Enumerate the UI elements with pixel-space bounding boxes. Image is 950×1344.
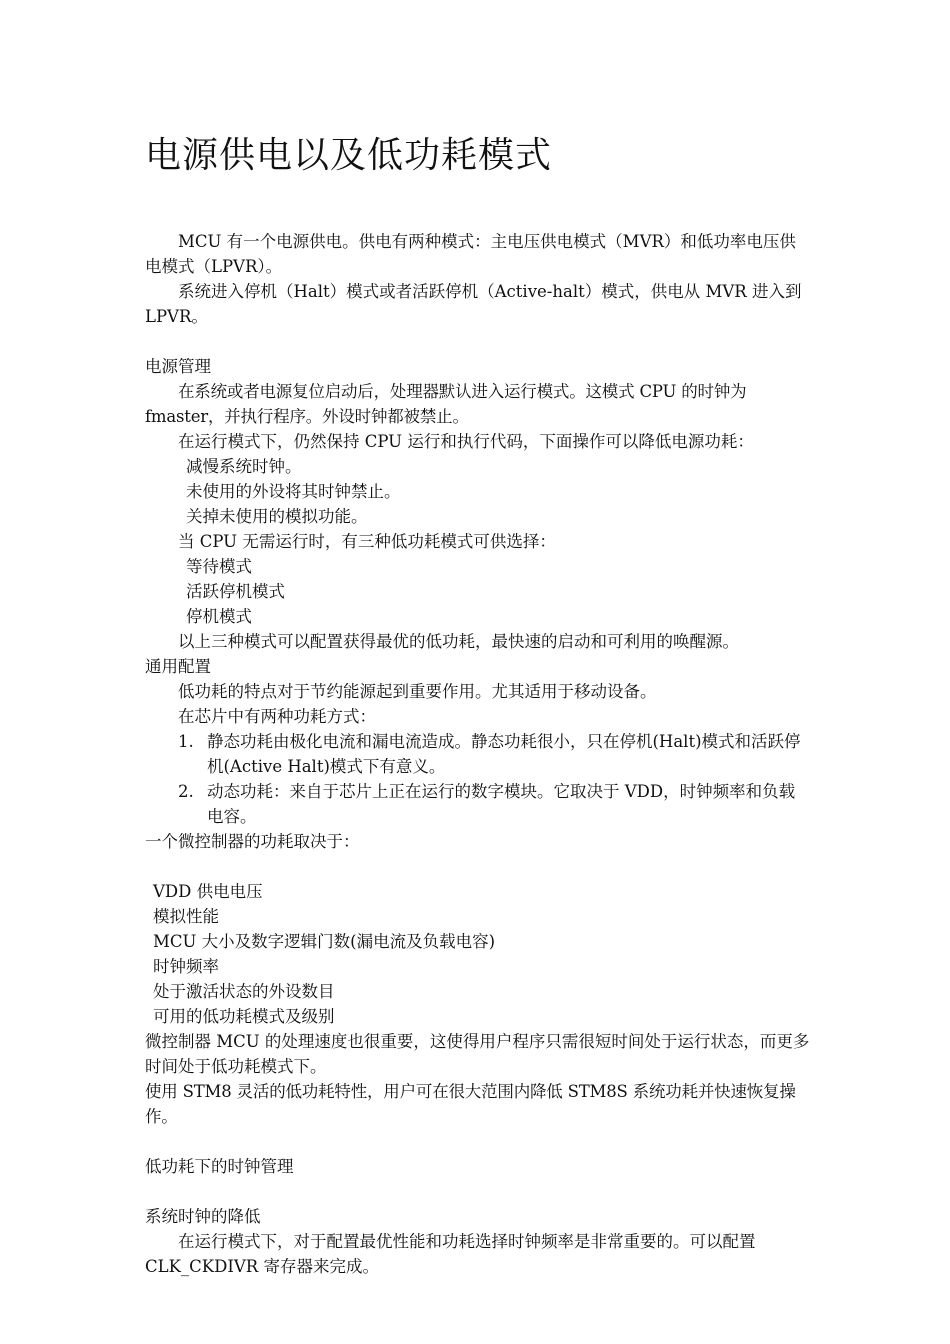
list-item: MCU 大小及数字逻辑门数(漏电流及负载电容): [153, 932, 496, 951]
body-paragraph: 使用 STM8 灵活的低功耗特性，用户可在很大范围内降低 STM8S 系统功耗并快速恢复操作。: [145, 1082, 796, 1126]
list-item-text: 静态功耗由极化电流和漏电流造成。静态功耗很小，只在停机(Halt)模式和活跃停机(Active Halt)模式下有意义。: [207, 732, 801, 776]
body-paragraph: 在系统或者电源复位启动后，处理器默认进入运行模式。这模式 CPU 的时钟为 fmaster，并执行程序。外设时钟都被禁止。: [145, 382, 747, 426]
document-title: 电源供电以及低功耗模式: [145, 135, 553, 176]
body-paragraph: 在芯片中有两种功耗方式：: [178, 707, 376, 726]
list-number: 2.: [178, 782, 194, 801]
blank-line: [145, 1179, 810, 1204]
section-heading-general-config: 通用配置: [145, 657, 211, 676]
section-heading-power-management: 电源管理: [145, 357, 211, 376]
list-item: 未使用的外设将其时钟禁止。: [186, 482, 401, 501]
body-paragraph: 在运行模式下，仍然保持 CPU 运行和执行代码，下面操作可以降低电源功耗：: [178, 432, 754, 451]
blank-line: [145, 854, 810, 879]
body-paragraph: 一个微控制器的功耗取决于：: [145, 832, 360, 851]
body-paragraph: 当 CPU 无需运行时，有三种低功耗模式可供选择：: [178, 532, 556, 551]
list-item: 活跃停机模式: [186, 582, 285, 601]
list-item: 停机模式: [186, 607, 252, 626]
body-paragraph: 在运行模式下，对于配置最优性能和功耗选择时钟频率是非常重要的。可以配置 CLK_CKDIVR 寄存器来完成。: [145, 1232, 756, 1276]
intro-paragraph: MCU 有一个电源供电。供电有两种模式：主电压供电模式（MVR）和低功率电压供电模式（LPVR）。: [145, 232, 796, 276]
body-paragraph: 微控制器 MCU 的处理速度也很重要，这使得用户程序只需很短时间处于运行状态，而更多时间处于低功耗模式下。: [145, 1032, 810, 1076]
list-item: 可用的低功耗模式及级别: [153, 1007, 335, 1026]
numbered-list-item: [145, 729, 810, 779]
blank-line: [145, 1129, 810, 1154]
intro-paragraph: 系统进入停机（Halt）模式或者活跃停机（Active-halt）模式，供电从 MVR 进入到 LPVR。: [145, 282, 802, 326]
body-paragraph: 以上三种模式可以配置获得最优的低功耗，最快速的启动和可利用的唤醒源。: [178, 632, 739, 651]
blank-line: [145, 329, 810, 354]
document-body: [145, 229, 810, 1279]
list-item-text: 动态功耗：来自于芯片上正在运行的数字模块。它取决于 VDD，时钟频率和负载电容。: [207, 782, 796, 826]
list-item: 处于激活状态的外设数目: [153, 982, 335, 1001]
numbered-list-item: [145, 779, 810, 829]
list-item: 模拟性能: [153, 907, 219, 926]
list-number: 1.: [178, 732, 194, 751]
section-heading-clock-management: 低功耗下的时钟管理: [145, 1157, 294, 1176]
list-item: 时钟频率: [153, 957, 219, 976]
section-heading-system-clock: 系统时钟的降低: [145, 1207, 261, 1226]
list-item: 等待模式: [186, 557, 252, 576]
list-item: 关掉未使用的模拟功能。: [186, 507, 368, 526]
list-item: 减慢系统时钟。: [186, 457, 302, 476]
body-paragraph: 低功耗的特点对于节约能源起到重要作用。尤其适用于移动设备。: [178, 682, 657, 701]
list-item: VDD 供电电压: [153, 882, 263, 901]
